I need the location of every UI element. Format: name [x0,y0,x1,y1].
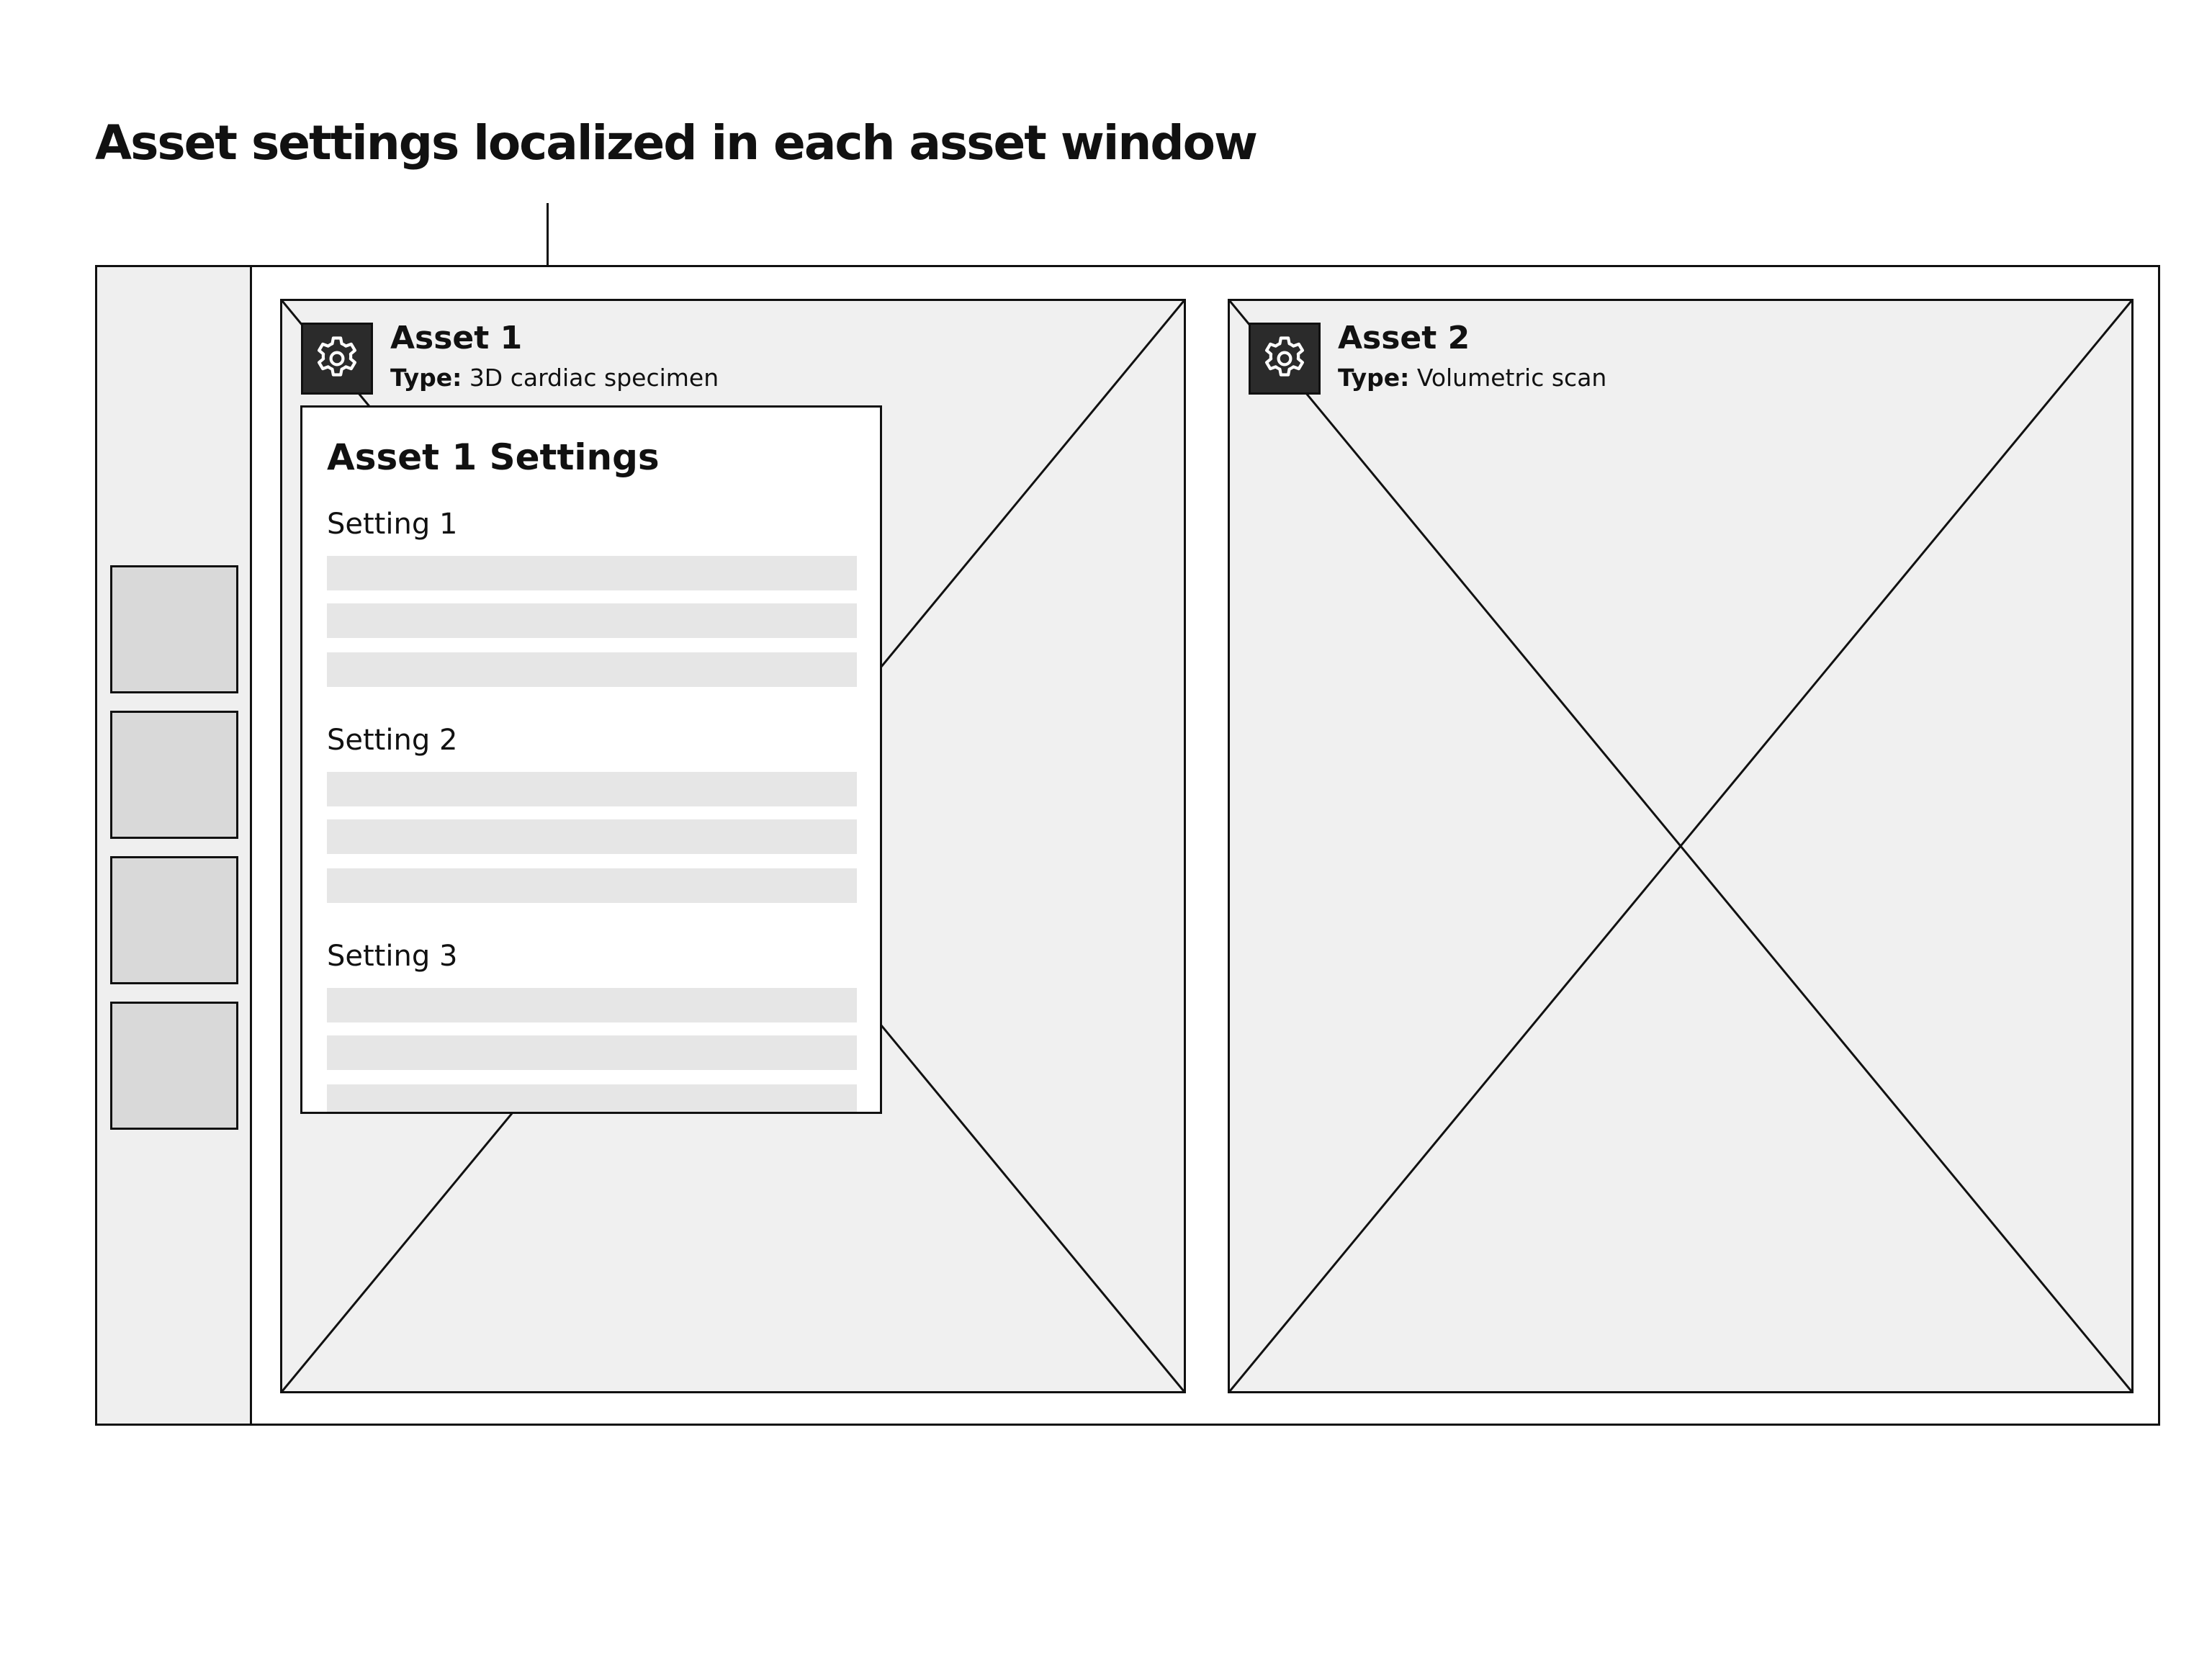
setting-2-option-3[interactable] [327,868,857,903]
asset-2-type-value: Volumetric scan [1416,364,1607,392]
asset-window-2[interactable] [1228,299,2134,1393]
setting-3-option-2[interactable] [327,1035,857,1070]
gear-icon [311,333,363,385]
asset-2-title: Asset 2 [1338,320,1470,356]
settings-panel-title: Asset 1 Settings [327,436,660,478]
sidebar-thumbnail-4[interactable] [110,1002,238,1130]
sidebar-thumbnail-3[interactable] [110,856,238,984]
setting-3-option-1[interactable] [327,988,857,1022]
asset-1-settings-button[interactable] [301,323,373,395]
setting-1-option-1[interactable] [327,556,857,590]
asset-2-type [1338,366,1606,390]
asset-1-settings-panel [300,405,882,1114]
asset-1-title: Asset 1 [390,320,523,356]
setting-2-option-2[interactable] [327,819,857,854]
gear-icon [1259,333,1310,385]
setting-2-label: Setting 2 [327,724,458,757]
setting-1-label: Setting 1 [327,508,458,541]
asset-placeholder-2 [1230,301,2131,1391]
sidebar-thumbnail-1[interactable] [110,565,238,693]
setting-3-label: Setting 3 [327,940,458,973]
setting-2-option-1[interactable] [327,772,857,806]
setting-1-option-2[interactable] [327,603,857,638]
setting-1-option-3[interactable] [327,652,857,687]
page-headline: Asset settings localized in each asset window [95,115,1256,171]
asset-1-type [390,366,719,390]
asset-2-settings-button[interactable] [1249,323,1321,395]
asset-1-type-label: Type: [390,364,462,392]
sidebar [97,267,252,1424]
sidebar-thumbnail-2[interactable] [110,711,238,839]
asset-2-type-label: Type: [1338,364,1410,392]
app-window [95,265,2160,1426]
setting-3-option-3[interactable] [327,1084,857,1114]
asset-1-type-value: 3D cardiac specimen [469,364,719,392]
